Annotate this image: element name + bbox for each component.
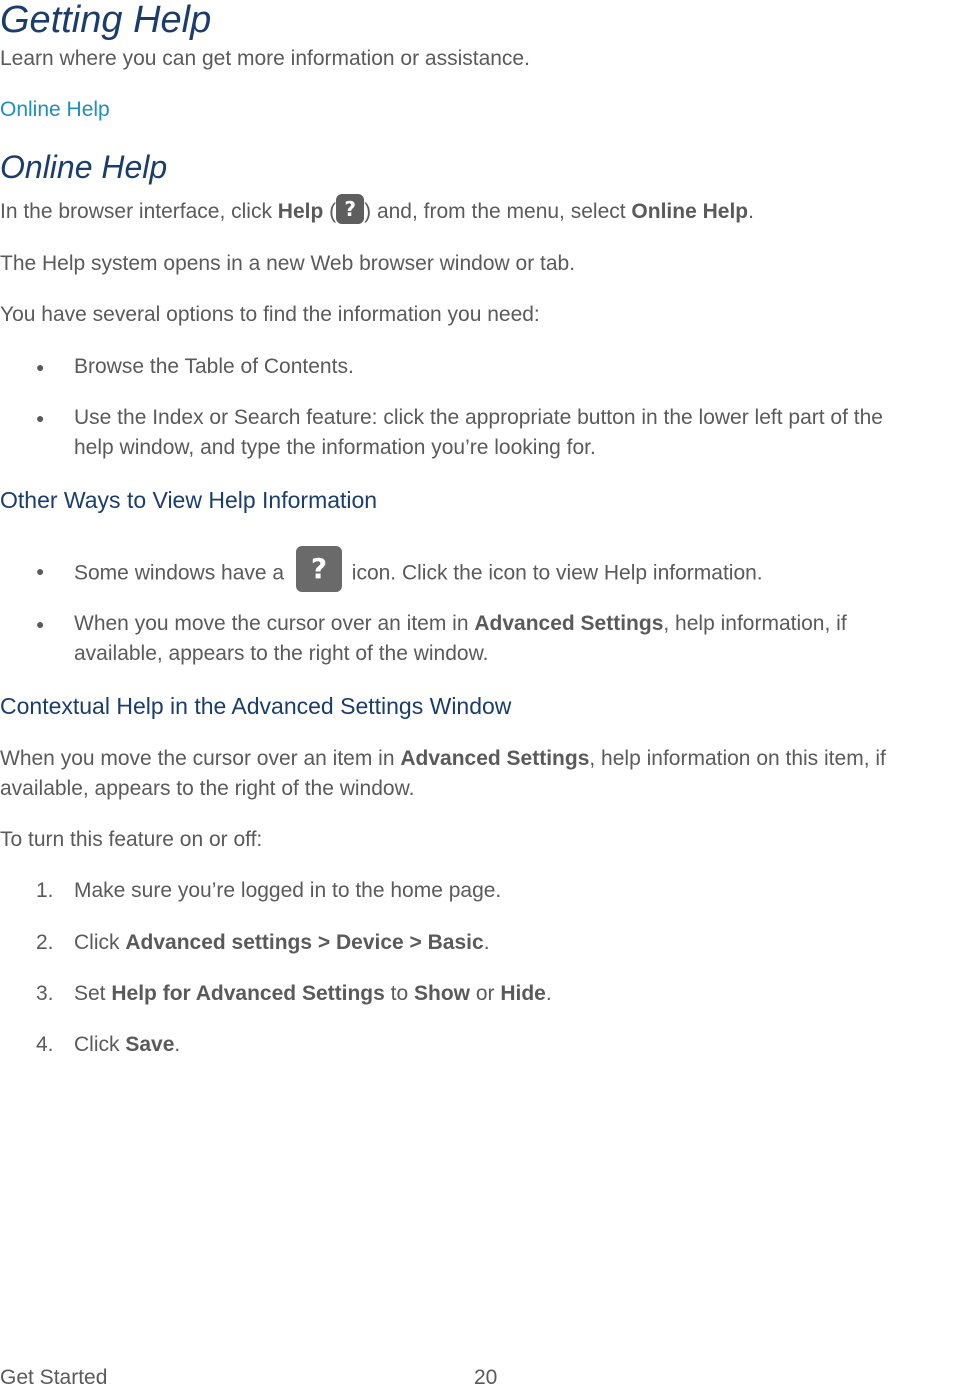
bullet-icon: ● [36,616,45,632]
footer-page-number: 20 [474,1366,498,1389]
contextual-para-2: To turn this feature on or off: [0,828,263,851]
bullet-icon: ● [36,410,45,426]
help-question-icon: ? [296,546,342,592]
step-item: Set Help for Advanced Settings to Show or Hide. [74,982,552,1005]
online-help-para-2: The Help system opens in a new Web browser window or tab. [0,252,576,275]
online-help-heading: Online Help [0,149,168,185]
list-item: When you move the cursor over an item in Advanced Settings, help information, if [74,612,847,635]
intro-text: Learn where you can get more information or assistance. [0,47,530,70]
step-item: Click Advanced settings > Device > Basic. [74,931,490,954]
list-item: Use the Index or Search feature: click the appropriate button in the lower left part of the [74,406,883,429]
list-item: Some windows have a ? icon. Click the icon to view Help information. [74,556,763,592]
step-number: 4. [36,1033,54,1056]
step-item: Make sure you’re logged in to the home page. [74,879,502,902]
step-number: 2. [36,931,54,954]
step-item: Click Save. [74,1033,181,1056]
contextual-para-1-continued: available, appears to the right of the window. [0,777,415,800]
online-help-link[interactable]: Online Help [0,98,110,121]
online-help-para-1: In the browser interface, click Help ( ? ) and, from the menu, select Online Help. [0,197,754,227]
page-title: Getting Help [0,0,212,41]
contextual-help-heading: Contextual Help in the Advanced Settings Window [0,693,512,719]
bullet-icon: ● [36,359,45,375]
help-question-icon: ? [336,194,364,224]
bullet-icon: ● [36,563,45,579]
list-item: Browse the Table of Contents. [74,355,354,378]
online-help-para-3: You have several options to find the information you need: [0,303,540,326]
step-number: 3. [36,982,54,1005]
list-item-continued: available, appears to the right of the window. [74,642,489,665]
footer-section: Get Started [0,1366,108,1389]
other-ways-heading: Other Ways to View Help Information [0,487,378,513]
contextual-para-1: When you move the cursor over an item in Advanced Settings, help information on this item, if [0,747,886,770]
list-item-continued: help window, and type the information you’re looking for. [74,436,596,459]
step-number: 1. [36,879,54,902]
